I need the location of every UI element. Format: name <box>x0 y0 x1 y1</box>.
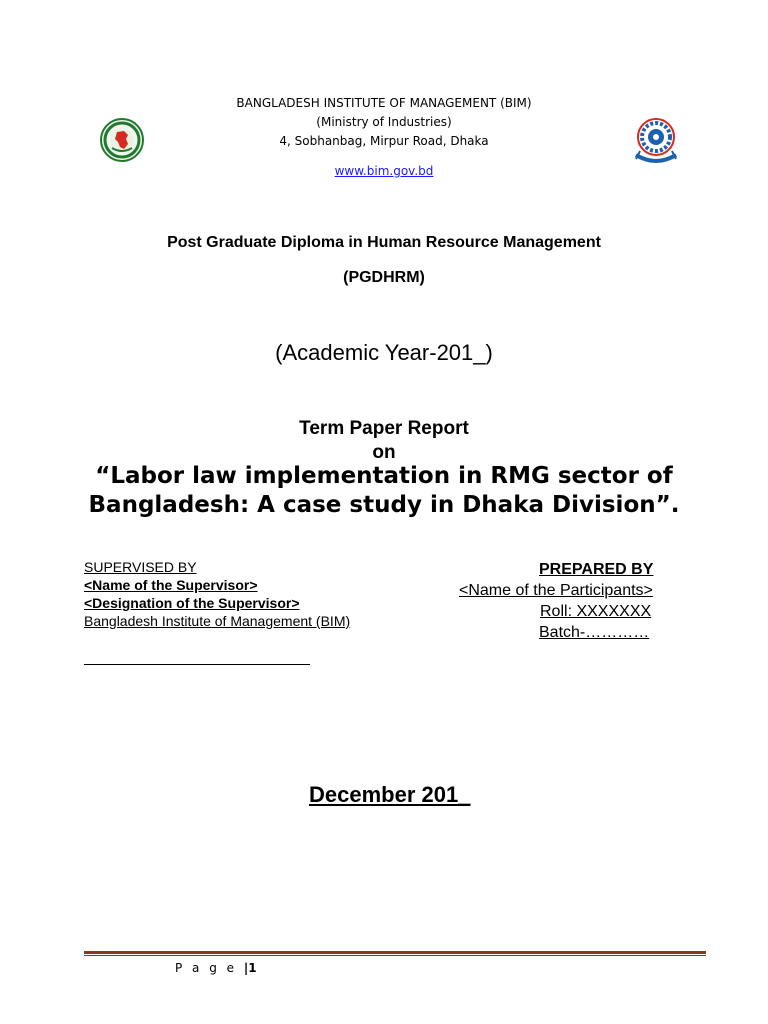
page-number: 1 <box>248 961 257 975</box>
signature-line <box>84 664 310 665</box>
supervisor-designation <box>84 594 300 612</box>
supervisor-organization-text: Bangladesh Institute of Management (BIM) <box>84 613 351 629</box>
supervised-by-label: SUPERVISED BY <box>84 559 197 575</box>
program-name: Post Graduate Diploma in Human Resource Management <box>167 234 601 251</box>
participant-roll: Roll: XXXXXXX <box>540 603 652 620</box>
footer-rule-thin <box>84 955 706 956</box>
supervisor-organization <box>84 612 350 630</box>
bim-emblem-icon <box>630 115 682 167</box>
supervisor-name <box>84 576 258 594</box>
page-footer <box>175 961 257 975</box>
footer-rule <box>84 951 706 954</box>
participant-name: <Name of the Participants> <box>459 582 653 599</box>
page-label: P a g e <box>175 961 238 975</box>
participant-batch: Batch-………… <box>539 624 650 641</box>
program-abbreviation: (PGDHRM) <box>343 269 425 286</box>
ministry-line: (Ministry of Industries) <box>316 115 452 129</box>
address-line: 4, Sobhanbag, Mirpur Road, Dhaka <box>279 134 489 148</box>
bangladesh-government-seal-icon <box>100 118 144 162</box>
prepared-by-heading: PREPARED BY <box>539 561 654 578</box>
institute-name: BANGLADESH INSTITUTE OF MANAGEMENT (BIM) <box>236 96 532 110</box>
supervised-by-heading <box>84 558 197 576</box>
submission-date: December 201_ <box>309 782 471 807</box>
report-type: Term Paper Report <box>299 418 469 439</box>
report-on: on <box>372 442 396 463</box>
academic-year: (Academic Year-201_) <box>275 340 493 365</box>
website-link[interactable]: www.bim.gov.bd <box>334 164 434 178</box>
report-title-line1: “Labor law implementation in RMG sector of <box>95 463 673 489</box>
page-separator: | <box>243 961 249 975</box>
supervisor-designation-text: <Designation of the Supervisor> <box>84 595 300 611</box>
report-title-line2: Bangladesh: A case study in Dhaka Division”. <box>88 492 680 518</box>
supervisor-name-text: <Name of the Supervisor> <box>84 577 258 593</box>
